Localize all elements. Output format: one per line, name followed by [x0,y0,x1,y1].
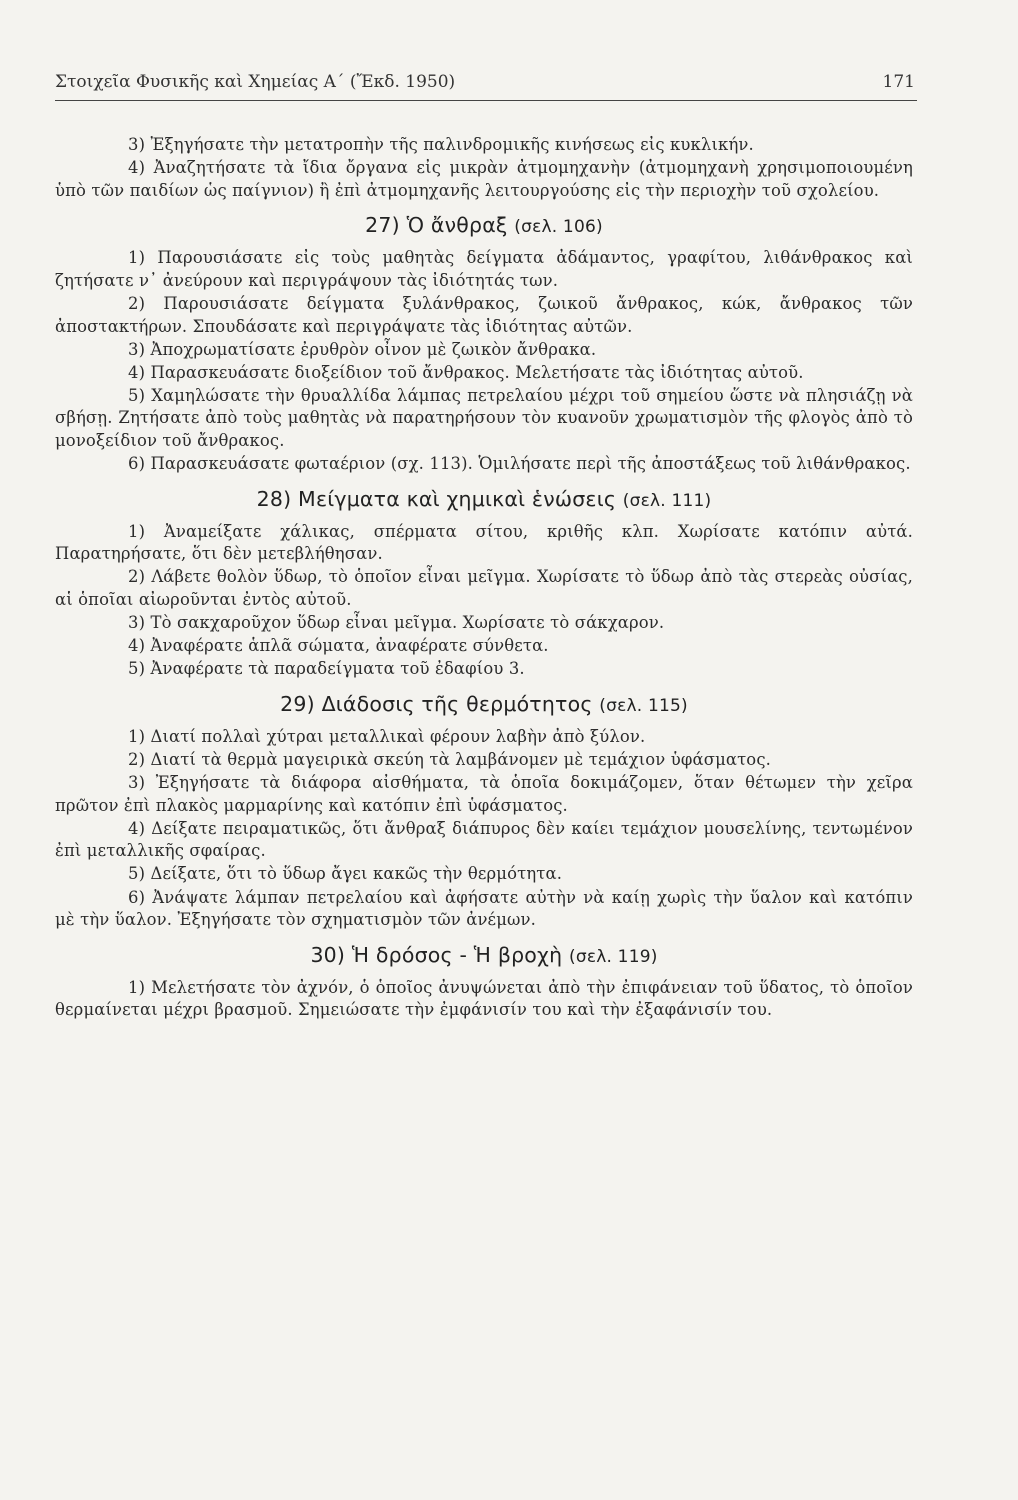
page-reference: (σελ. 119) [569,946,658,967]
page-reference: (σελ. 115) [599,695,688,716]
section-27-item-3: 3) Ἀποχρωματίσατε ἐρυθρὸν οἶνον μὲ ζωικὸν ἄνθρακα. [128,339,597,359]
section-28-item-3: 3) Τὸ σακχαροῦχον ὕδωρ εἶναι μεῖγμα. Χωρίσατε τὸ σάκχαρον. [128,613,665,633]
page-number: 171 [882,72,915,92]
section-heading: 27) Ὁ ἄνθραξ [365,213,508,238]
section-27-item-5: 5) Χαμηλώσατε τὴν θρυαλλίδα λάμπας πετρελαίου μέχρι τοῦ σημείου ὥστε νὰ πλησιάζῃ νὰ σβήσῃ. Ζητήσατε ἀπὸ τοὺς μαθητὰς νὰ παρατηρήσουν τὸν κυανοῦν χρωματισμὸν τῆς φλογὸς ἀπὸ τὸ μονοξείδιον τοῦ ἄνθρακος. [55,385,913,451]
section-heading: 28) Μείγματα καὶ χημικαὶ ἑνώσεις [256,486,617,511]
running-header [55,72,915,92]
section-27-item-4: 4) Παρασκευάσατε διοξείδιον τοῦ ἄνθρακος. Μελετήσατε τὰς ἰδιότητας αὐτοῦ. [128,362,804,382]
section-29-item-4: 4) Δείξατε πειραματικῶς, ὅτι ἄνθραξ διάπυρος δὲν καίει τεμάχιον μουσελίνης, τεντωμένον ἐπὶ μεταλλικῆς σφαίρας. [55,818,913,861]
section-29-item-5: 5) Δείξατε, ὅτι τὸ ὕδωρ ἄγει κακῶς τὴν θερμότητα. [128,864,563,884]
section-30-item-1: 1) Μελετήσατε τὸν ἀχνόν, ὁ ὁποῖος ἀνυψώνεται ἀπὸ τὴν ἐπιφάνειαν τοῦ ὕδατος, τὸ ὁποῖον θερμαίνεται μέχρι βρασμοῦ. Σημειώσατε τὴν ἐμφάνισίν του καὶ τὴν ἐξαφάνισίν του. [55,977,913,1020]
page-reference: (σελ. 111) [622,490,712,511]
section-27-item-2: 2) Παρουσιάσατε δείγματα ξυλάνθρακος, ζωικοῦ ἄνθρακος, κώκ, ἄνθρακος τῶν ἀποστακτήρων. Σπουδάσατε καὶ περιγράψατε τὰς ἰδιότητας αὐτῶν. [55,293,913,336]
section-27-item-1: 1) Παρουσιάσατε εἰς τοὺς μαθητὰς δείγματα ἀδάμαντος, γραφίτου, λιθάνθρακος καὶ ζητήσατε ν᾽ ἀνεύρουν καὶ περιγράψουν τὰς ἰδιότητάς των. [55,248,913,290]
section-28-item-1: 1) Ἀναμείξατε χάλικας, σπέρματα σίτου, κριθῆς κλπ. Χωρίσατε κατόπιν αὐτά. Παρατηρήσατε, ὅτι δὲν μετεβλήθησαν. [55,521,913,564]
section-28-item-5: 5) Ἀναφέρατε τὰ παραδείγματα τοῦ ἐδαφίου 3. [128,659,525,679]
section-title-30 [55,943,913,967]
section-title-29 [55,692,913,716]
section-title-28 [55,487,913,511]
section-29-item-2: 2) Διατί τὰ θερμὰ μαγειρικὰ σκεύη τὰ λαμβάνομεν μὲ τεμάχιον ὑφάσματος. [128,749,772,769]
section-28-item-4: 4) Ἀναφέρατε ἁπλᾶ σώματα, ἀναφέρατε σύνθετα. [128,636,549,656]
section-29-item-6: 6) Ἀνάψατε λάμπαν πετρελαίου καὶ ἀφήσατε αὐτὴν νὰ καίῃ χωρὶς τὴν ὕαλον καὶ κατόπιν μὲ τὴν ὕαλον. Ἐξηγήσατε τὸν σχηματισμὸν τῶν ἀνέμων. [55,887,913,930]
section-title-27 [55,213,913,237]
page-content [55,134,913,1022]
section-heading: 30) Ἡ δρόσος - Ἡ βροχὴ [310,942,563,967]
section-27-item-6: 6) Παρασκευάσατε φωταέριον (σχ. 113). Ὁμιλήσατε περὶ τῆς ἀποστάξεως τοῦ λιθάνθρακος. [128,454,911,474]
running-title: Στοιχεῖα Φυσικῆς καὶ Χημείας Α΄ (Ἔκδ. 1950) [55,72,456,92]
page-reference: (σελ. 106) [514,217,603,238]
section-heading: 29) Διάδοσις τῆς θερμότητος [280,691,593,716]
section-28-item-2: 2) Λάβετε θολὸν ὕδωρ, τὸ ὁποῖον εἶναι μεῖγμα. Χωρίσατε τὸ ὕδωρ ἀπὸ τὰς στερεὰς οὐσίας, αἱ ὁποῖαι αἰωροῦνται ἐντὸς αὐτοῦ. [55,567,913,609]
section-29-item-3: 3) Ἐξηγήσατε τὰ διάφορα αἰσθήματα, τὰ ὁποῖα δοκιμάζομεν, ὅταν θέτωμεν τὴν χεῖρα πρῶτον ἐπὶ πλακὸς μαρμαρίνης καὶ κατόπιν ἐπὶ ὑφάσματος. [55,773,913,815]
intro-item-4: 4) Ἀναζητήσατε τὰ ἴδια ὄργανα εἰς μικρὰν ἀτμομηχανὴν (ἀτμομηχανὴ χρησιμοποιουμένη ὑπὸ τῶν παιδίων ὡς παίγνιον) ἢ ἐπὶ ἀτμομηχανῆς λειτουργούσης εἰς τὴν περιοχὴν τοῦ σχολείου. [55,158,913,200]
section-29-item-1: 1) Διατί πολλαὶ χύτραι μεταλλικαὶ φέρουν λαβὴν ἀπὸ ξύλον. [128,726,646,746]
intro-item-3: 3) Ἐξηγήσατε τὴν μετατροπὴν τῆς παλινδρομικῆς κινήσεως εἰς κυκλικήν. [128,135,754,154]
header-rule [55,100,917,101]
